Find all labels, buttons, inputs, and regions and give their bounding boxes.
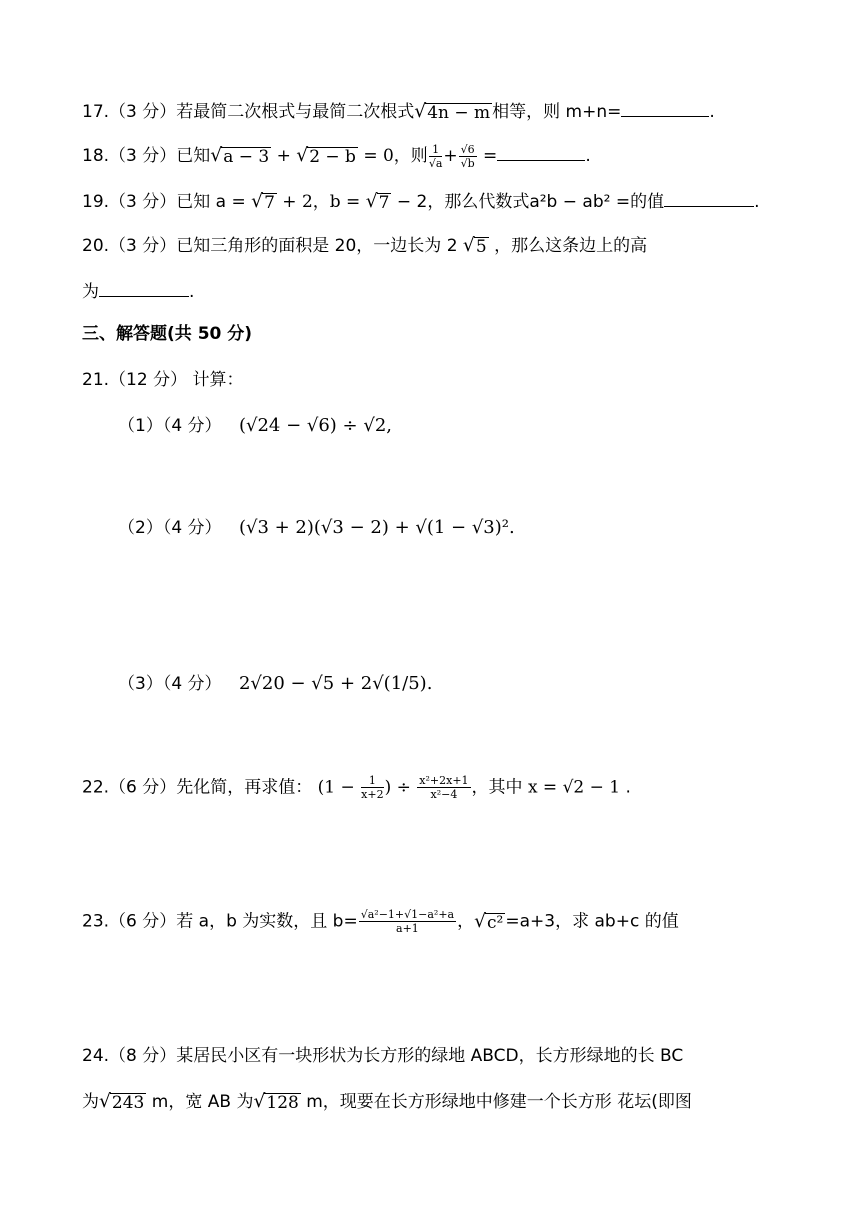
q21-part-1 [118, 414, 392, 438]
q24-radical-2: √ 128 [253, 1091, 299, 1113]
q21-p3-expr: 2√20 − √5 + 2√(1/5). [238, 673, 433, 694]
q18-eq0: = 0，则 [357, 146, 428, 166]
question-24-line-1: 24.（8 分）某居民小区有一块形状为长方形的绿地 ABCD，长方形绿地的长 BC [82, 1046, 684, 1066]
q23-fraction: $\frac{\text{√a²−1+√1−a²+a}}{a+1}$ [360, 908, 455, 935]
q24-text-c: m，现要在长方形绿地中修建一个长方形 花坛(即图 [300, 1092, 692, 1112]
q24-radical-1: √ 243 [99, 1091, 145, 1113]
q20-radical: √ 5 [462, 235, 487, 257]
q23-radical: √ c² [474, 910, 504, 933]
q19-mid2: − 2，那么代数式a²b − ab² =的值 [391, 192, 665, 212]
section-heading: 三、解答题(共 50 分) [82, 324, 253, 344]
question-24-line-2 [82, 1090, 692, 1114]
q18-fraction-1: $\frac{1}{√a}$ [428, 142, 443, 170]
q21-p3-label: （3）（4 分） [118, 674, 222, 694]
answer-blank[interactable] [621, 98, 709, 117]
q22-condition: x = √2 − 1 [527, 777, 621, 798]
q20-end: . [189, 282, 195, 302]
q23-suffix: =a+3，求 ab+c 的值 [505, 911, 679, 932]
q22-text: 22.（6 分）先化简，再求值： [82, 777, 313, 798]
question-21: 21.（12 分） 计算： [82, 370, 244, 390]
q21-part-3 [118, 672, 432, 696]
question-23 [82, 908, 679, 935]
q22-fraction-2: $\frac{\text{x²+2x+1}}{\text{x²−4}}$ [419, 774, 469, 801]
q19-end: . [754, 192, 760, 212]
question-18: 18.（3 分）已知 √ a − 3 + √ 2 − b = 0，则 $\frac{1}{√a}$ + $\frac{√6}{√b}$ = . [82, 142, 591, 170]
q19-text: 19.（3 分）已知 a = [82, 192, 252, 212]
question-20-line-1 [82, 234, 647, 258]
q20-text-b: ，那么这条边上的高 [488, 236, 648, 256]
q22-expr-b: ) ÷ [384, 777, 417, 798]
question-17 [82, 98, 715, 124]
q18-eq: = [477, 146, 498, 166]
q18-text: 18.（3 分）已知 [82, 146, 211, 166]
q24-text-b: m，宽 AB 为 [146, 1092, 254, 1112]
q17-suffix: 相等，则 m+n= [492, 102, 622, 122]
q18-plus: + [271, 146, 297, 166]
answer-blank[interactable] [99, 278, 189, 297]
q20-text: 20.（3 分）已知三角形的面积是 20，一边长为 2 [82, 236, 463, 256]
q21-p1-expr: (√24 − √6) ÷ √2, [238, 415, 392, 436]
q17-end: . [709, 102, 715, 122]
q22-expr-a: (1 − [317, 777, 361, 798]
q21-p1-label: （1）（4 分） [118, 416, 222, 436]
q23-mid: ， [457, 911, 475, 932]
q17-radical: √ 4n − m [414, 101, 491, 123]
q23-text: 23.（6 分）若 a，b 为实数，且 b= [82, 911, 358, 932]
answer-blank[interactable] [664, 188, 754, 207]
q19-mid1: + 2，b = [276, 192, 366, 212]
answer-blank[interactable] [497, 142, 585, 161]
q21-p2-label: （2）（4 分） [118, 518, 222, 538]
q21-p2-expr: (√3 + 2)(√3 − 2) + √(1 − √3)². [238, 517, 515, 538]
q20-line2: 为 [82, 282, 99, 302]
q19-radical-2: √ 7 [365, 191, 390, 213]
q18-radical-1: √ a − 3 [210, 145, 270, 167]
q18-end: . [585, 146, 591, 166]
question-20-line-2 [82, 278, 194, 304]
q18-radical-2: √ 2 − b [296, 145, 356, 167]
q19-radical-1: √ 7 [251, 191, 275, 213]
question-19 [82, 188, 759, 214]
q22-fraction-1: $\frac{1}{x+2}$ [361, 774, 384, 801]
q17-text: 17.（3 分）若最简二次根式与最简二次根式 [82, 102, 415, 122]
q22-mid: ，其中 [471, 777, 528, 798]
q24-text-a: 为 [82, 1092, 99, 1112]
q22-end: . [620, 777, 631, 798]
question-22 [82, 774, 631, 801]
q18-fraction-2: $\frac{√6}{√b}$ [460, 142, 475, 170]
q21-part-2 [118, 516, 515, 540]
